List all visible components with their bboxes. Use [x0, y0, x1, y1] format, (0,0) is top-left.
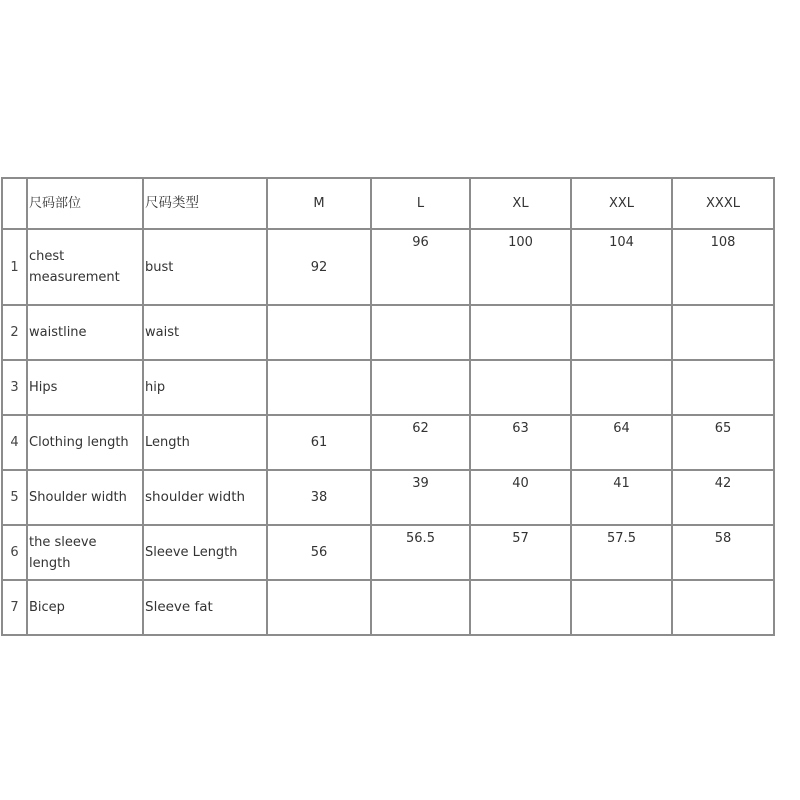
table-row [2, 580, 774, 635]
row-value-xxl: 41 [571, 470, 672, 525]
table-row [2, 525, 774, 580]
row-type: shoulder width [143, 470, 267, 525]
row-index: 7 [2, 580, 27, 635]
row-value-xl [470, 305, 571, 360]
header-size-xl: XL [470, 178, 571, 229]
row-value-l [371, 360, 470, 415]
row-value-xxxl: 42 [672, 470, 774, 525]
row-index: 4 [2, 415, 27, 470]
row-value-xl [470, 360, 571, 415]
size-chart-table [1, 177, 775, 636]
row-type: bust [143, 229, 267, 305]
row-type: Length [143, 415, 267, 470]
row-part: Bicep [27, 580, 143, 635]
row-value-xxxl [672, 305, 774, 360]
row-part: Shoulder width [27, 470, 143, 525]
row-value-xxxl: 65 [672, 415, 774, 470]
row-part: the sleeve length [27, 525, 143, 580]
row-value-xl: 100 [470, 229, 571, 305]
row-index: 1 [2, 229, 27, 305]
row-value-xl: 63 [470, 415, 571, 470]
table-row [2, 415, 774, 470]
table-row [2, 470, 774, 525]
row-value-m [267, 580, 371, 635]
row-value-xxl [571, 360, 672, 415]
header-size-l: L [371, 178, 470, 229]
row-value-m [267, 360, 371, 415]
row-part: Hips [27, 360, 143, 415]
row-part: waistline [27, 305, 143, 360]
row-value-m: 56 [267, 525, 371, 580]
table-row [2, 229, 774, 305]
header-size-xxxl: XXXL [672, 178, 774, 229]
row-index: 6 [2, 525, 27, 580]
row-type: Sleeve fat [143, 580, 267, 635]
row-part: chest measurement [27, 229, 143, 305]
row-value-xl [470, 580, 571, 635]
row-value-m: 92 [267, 229, 371, 305]
row-value-m [267, 305, 371, 360]
row-part: Clothing length [27, 415, 143, 470]
row-value-m: 38 [267, 470, 371, 525]
row-value-l: 62 [371, 415, 470, 470]
row-value-xxxl: 108 [672, 229, 774, 305]
row-type: hip [143, 360, 267, 415]
row-value-l [371, 305, 470, 360]
row-value-xl: 57 [470, 525, 571, 580]
row-index: 5 [2, 470, 27, 525]
row-type: waist [143, 305, 267, 360]
row-value-xl: 40 [470, 470, 571, 525]
table-row [2, 360, 774, 415]
row-value-xxl [571, 305, 672, 360]
header-size-m: M [267, 178, 371, 229]
row-index: 2 [2, 305, 27, 360]
row-value-xxxl [672, 360, 774, 415]
row-value-l [371, 580, 470, 635]
row-value-l: 96 [371, 229, 470, 305]
header-part-cell: 尺码部位 [27, 178, 143, 229]
header-size-xxl: XXL [571, 178, 672, 229]
header-row [2, 178, 774, 229]
row-value-m: 61 [267, 415, 371, 470]
row-value-l: 39 [371, 470, 470, 525]
row-type: Sleeve Length [143, 525, 267, 580]
table-row [2, 305, 774, 360]
row-value-xxl: 64 [571, 415, 672, 470]
row-value-xxl: 57.5 [571, 525, 672, 580]
header-type-cell: 尺码类型 [143, 178, 267, 229]
row-value-xxxl [672, 580, 774, 635]
header-index-cell [2, 178, 27, 229]
row-value-l: 56.5 [371, 525, 470, 580]
row-value-xxl [571, 580, 672, 635]
row-value-xxl: 104 [571, 229, 672, 305]
row-value-xxxl: 58 [672, 525, 774, 580]
row-index: 3 [2, 360, 27, 415]
